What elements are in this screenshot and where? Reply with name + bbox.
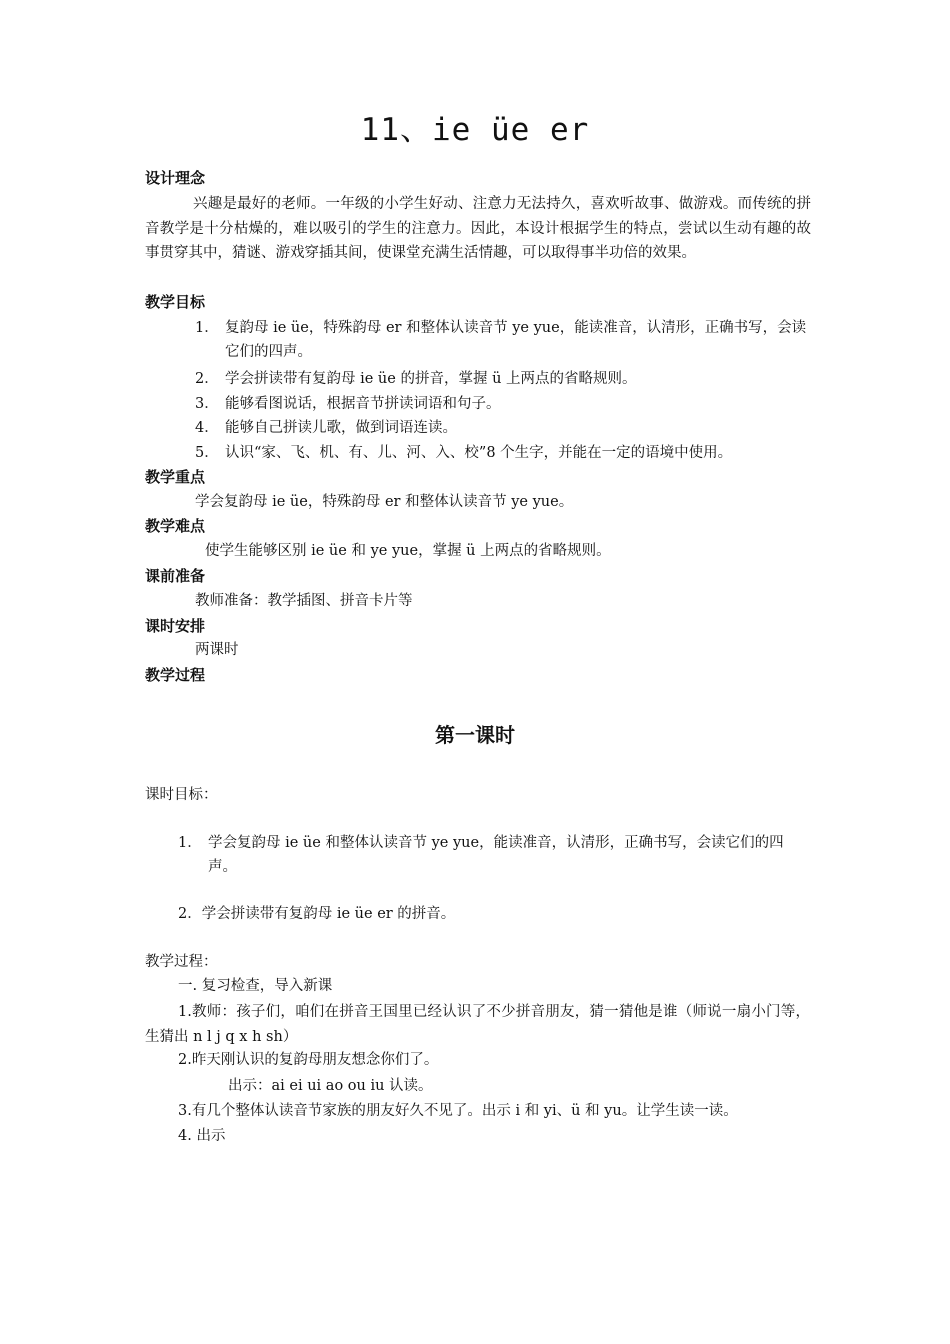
goal-text: 认识“家、飞、机、有、儿、河、入、校”8 个生字，并能在一定的语境中使用。 — [225, 445, 733, 461]
lesson-goals-label: 课时目标： — [145, 787, 218, 803]
goal-text: 能够看图说话，根据音节拼读词语和句子。 — [225, 396, 501, 412]
lesson-process-label: 教学过程： — [145, 954, 218, 970]
difficulty-heading: 教学难点 — [145, 517, 206, 535]
goals-heading: 教学目标 — [145, 293, 206, 311]
goal-item-2 — [195, 367, 815, 391]
lesson-goal-2: 2．学会拼读带有复韵母 ie üe er 的拼音。 — [178, 906, 456, 922]
difficulty-text: 使学生能够区别 ie üe 和 ye yue，掌握 ü 上两点的省略规则。 — [205, 543, 611, 559]
goal-text: 学会拼读带有复韵母 ie üe 的拼音，掌握 ü 上两点的省略规则。 — [225, 371, 637, 387]
step-4-text: 4. 出示 — [178, 1128, 226, 1144]
concept-heading: 设计理念 — [145, 169, 206, 187]
step-2-show: 出示：ai ei ui ao ou iu 认读。 — [228, 1078, 433, 1094]
goal-number: 1． — [195, 320, 219, 336]
schedule-heading: 课时安排 — [145, 617, 206, 635]
lesson-goal-text: 学会复韵母 ie üe 和整体认读音节 ye yue，能读准音，认清形，正确书写，会读它们的四声。 — [208, 835, 784, 875]
goal-text: 能够自己拼读儿歌，做到词语连读。 — [225, 420, 457, 436]
goal-number: 3． — [195, 396, 219, 412]
schedule-text: 两课时 — [195, 642, 239, 658]
concept-paragraph: 兴趣是最好的老师。一年级的小学生好动、注意力无法持久，喜欢听故事、做游戏。而传统的拼音教学是十分枯燥的，难以吸引的学生的注意力。因此，本设计根据学生的特点，尝试以生动有趣的故事贯穿其中，猜谜、游戏穿插其间，使课堂充满生活情趣，可以取得事半功倍的效果。 — [145, 196, 811, 261]
goal-number: 4． — [195, 420, 219, 436]
goal-text: 复韵母 ie üe，特殊韵母 er 和整体认读音节 ye yue，能读准音，认清形，正确书写，会读它们的四声。 — [225, 320, 807, 360]
goal-number: 5． — [195, 445, 219, 461]
goal-item-1 — [195, 316, 815, 364]
step-one-heading: 一. 复习检查，导入新课 — [178, 978, 333, 994]
key-points-text: 学会复韵母 ie üe，特殊韵母 er 和整体认读音节 ye yue。 — [195, 494, 574, 510]
step-1-text: 1.教师：孩子们，咱们在拼音王国里已经认识了不少拼音朋友，猜一猜他是谁（师说一扇小门等，生猜出 n l j q x h sh） — [145, 1004, 810, 1045]
preparation-heading: 课前准备 — [145, 567, 206, 585]
document-title: 11、ie üe er — [360, 112, 590, 148]
lesson-goal-number: 1． — [178, 835, 202, 851]
key-points-heading: 教学重点 — [145, 468, 206, 486]
step-3-text: 3.有几个整体认读音节家族的朋友好久不见了。出示 i 和 yi、ü 和 yu。让学生读一读。 — [178, 1103, 738, 1119]
goal-item-3 — [195, 392, 815, 416]
goal-number: 2． — [195, 371, 219, 387]
preparation-text: 教师准备：教学插图、拼音卡片等 — [195, 593, 413, 609]
lesson-one-heading: 第一课时 — [435, 723, 515, 747]
process-heading: 教学过程 — [145, 666, 206, 684]
lesson-goal-1 — [178, 831, 810, 879]
step-2-text: 2.昨天刚认识的复韵母朋友想念你们了。 — [178, 1052, 439, 1068]
goal-item-4 — [195, 416, 815, 440]
goal-item-5 — [195, 441, 815, 465]
